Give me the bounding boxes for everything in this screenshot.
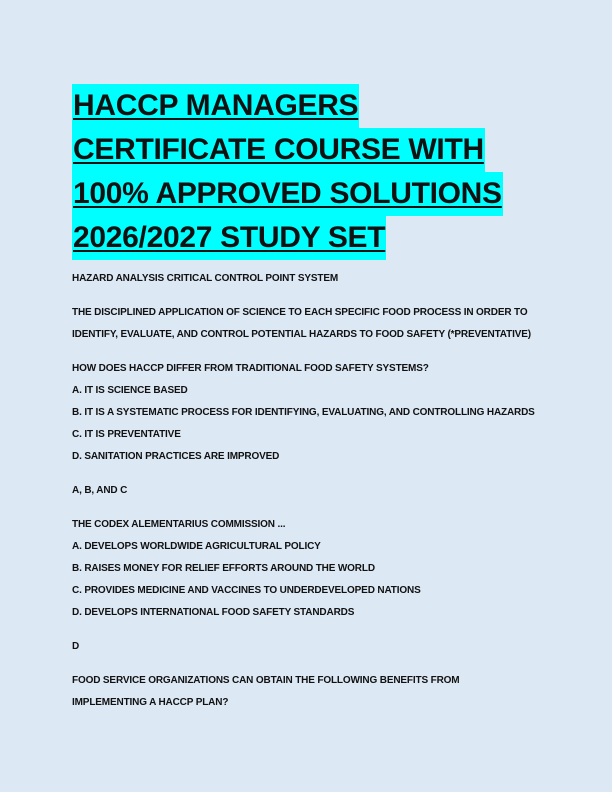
answer-text: A, B, AND C — [72, 485, 128, 496]
title-line: 100% APPROVED SOLUTIONS — [72, 172, 503, 216]
term-block — [72, 268, 552, 290]
definition-line: IDENTIFY, EVALUATE, AND CONTROL POTENTIAL HAZARDS TO FOOD SAFETY (*PREVENTATIVE) — [72, 329, 531, 340]
answer-option: B. RAISES MONEY FOR RELIEF EFFORTS AROUND THE WORLD — [72, 563, 375, 574]
question-text: THE CODEX ALEMENTARIUS COMMISSION ... — [72, 519, 286, 530]
question-block — [72, 670, 552, 714]
title-line: CERTIFICATE COURSE WITH — [72, 128, 485, 172]
definition-line: THE DISCIPLINED APPLICATION OF SCIENCE TO EACH SPECIFIC FOOD PROCESS IN ORDER TO — [72, 307, 528, 318]
title-line: HACCP MANAGERS — [72, 84, 359, 128]
answer-option: D. SANITATION PRACTICES ARE IMPROVED — [72, 451, 280, 462]
term-text: HAZARD ANALYSIS CRITICAL CONTROL POINT SYSTEM — [72, 273, 339, 284]
answer-text: D — [72, 641, 80, 652]
answer-block — [72, 480, 552, 502]
answer-option: A. IT IS SCIENCE BASED — [72, 385, 188, 396]
answer-block — [72, 636, 552, 658]
answer-option: D. DEVELOPS INTERNATIONAL FOOD SAFETY STANDARDS — [72, 607, 355, 618]
question-text: HOW DOES HACCP DIFFER FROM TRADITIONAL FOOD SAFETY SYSTEMS? — [72, 363, 429, 374]
question-block — [72, 514, 552, 624]
question-block — [72, 358, 552, 468]
definition-block — [72, 302, 552, 346]
document-title — [72, 84, 552, 260]
question-text: IMPLEMENTING A HACCP PLAN? — [72, 697, 229, 708]
question-text: FOOD SERVICE ORGANIZATIONS CAN OBTAIN THE FOLLOWING BENEFITS FROM — [72, 675, 460, 686]
title-line: 2026/2027 STUDY SET — [72, 216, 386, 260]
answer-option: A. DEVELOPS WORLDWIDE AGRICULTURAL POLICY — [72, 541, 321, 552]
answer-option: C. PROVIDES MEDICINE AND VACCINES TO UNDERDEVELOPED NATIONS — [72, 585, 421, 596]
answer-option: B. IT IS A SYSTEMATIC PROCESS FOR IDENTIFYING, EVALUATING, AND CONTROLLING HAZARDS — [72, 407, 535, 418]
document-page — [72, 84, 552, 714]
answer-option: C. IT IS PREVENTATIVE — [72, 429, 181, 440]
